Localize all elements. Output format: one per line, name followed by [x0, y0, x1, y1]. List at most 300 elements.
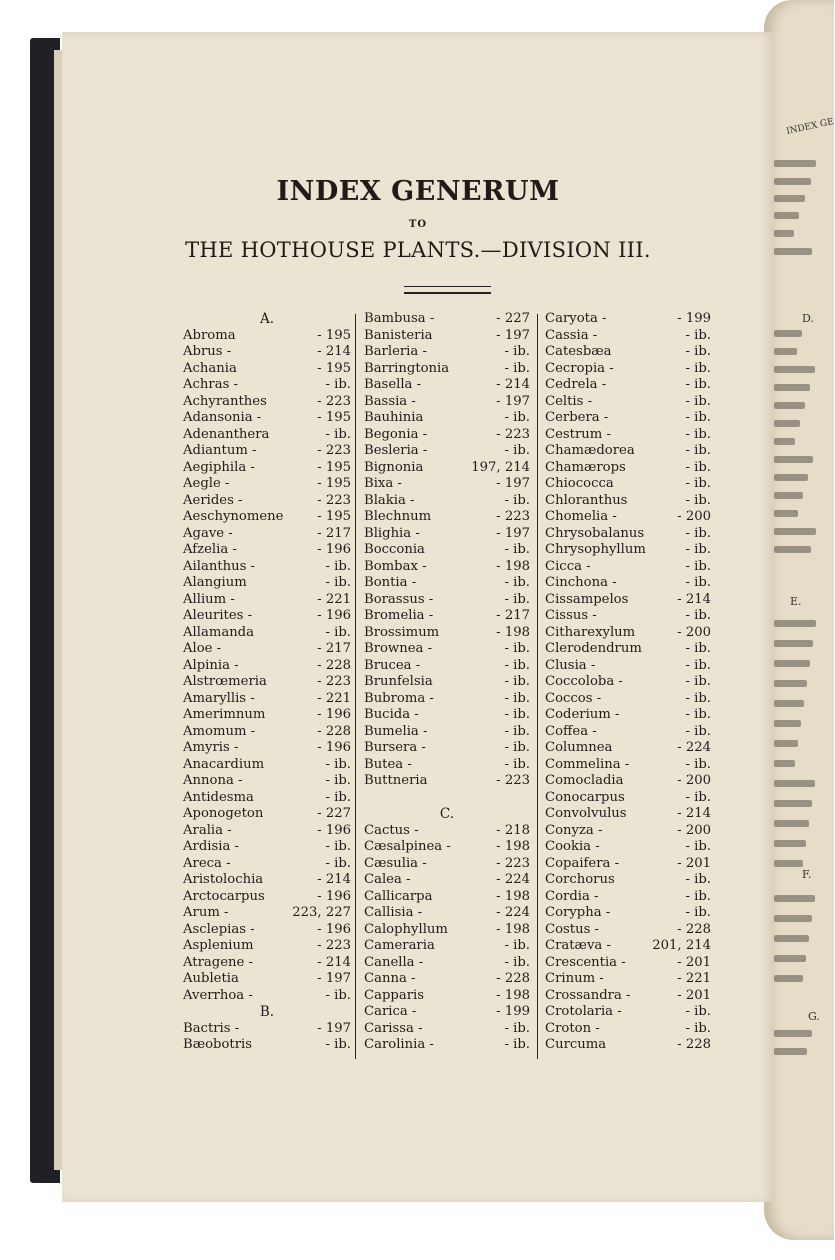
genus-name: Cæsulia - [364, 855, 427, 871]
genus-name: Bæobotris [183, 1037, 252, 1052]
genus-name: Borassus - [364, 591, 434, 607]
index-entry [183, 608, 351, 625]
index-entry [183, 757, 351, 774]
index-entry [183, 443, 351, 460]
page-reference: - ib. [325, 426, 351, 442]
genus-name: Curcuma [545, 1037, 607, 1052]
index-entry [545, 460, 711, 477]
index-entry [364, 674, 530, 691]
genus-name: Achania [183, 360, 237, 376]
genus-name: Convolvulus [545, 806, 627, 821]
page-reference: - ib. [685, 641, 711, 656]
index-entry [545, 823, 711, 840]
page-reference: - 196 [317, 740, 351, 755]
facing-page-text-fragment [774, 680, 807, 687]
page-reference: - ib. [685, 1004, 711, 1019]
index-entry [183, 394, 351, 411]
page-reference: - ib. [504, 740, 530, 755]
genus-name: Bactris - [183, 1020, 240, 1036]
page-reference: - 195 [317, 360, 351, 376]
genus-name: Commelina - [545, 756, 630, 772]
index-entry [545, 592, 711, 609]
facing-page-text-fragment [774, 178, 811, 185]
page-reference: - ib. [504, 410, 530, 425]
page-reference: - 201 [677, 987, 711, 1003]
page-reference: - ib. [504, 492, 530, 508]
genus-name: Cissampelos [545, 591, 629, 607]
index-entry [364, 344, 530, 361]
page-reference: - 197 [496, 327, 530, 343]
index-entry [545, 757, 711, 774]
page-reference: - 228 [677, 921, 711, 937]
index-entry [183, 658, 351, 675]
genus-name: Bambusa - [364, 311, 435, 326]
genus-name: Asclepias - [183, 921, 255, 937]
genus-name: Citharexylum [545, 624, 636, 640]
page-reference: - ib. [504, 723, 530, 739]
index-entry [545, 740, 711, 757]
genus-name: Chiococca [545, 476, 614, 491]
facing-page-text-fragment [774, 620, 816, 627]
page-reference: - 214 [317, 344, 351, 359]
facing-page-text-fragment [774, 438, 795, 445]
index-entry [364, 757, 530, 774]
facing-page-text-fragment [774, 456, 813, 463]
index-entry [183, 641, 351, 658]
page-reference: - 224 [677, 740, 711, 755]
page-reference: - 197 [496, 393, 530, 409]
facing-page-text-fragment [774, 384, 810, 391]
facing-page-text-fragment [774, 528, 816, 535]
page-reference: - 214 [317, 954, 351, 970]
page-reference: - ib. [685, 542, 711, 557]
page-reference: - 218 [496, 822, 530, 838]
page-reference: - ib. [685, 905, 711, 920]
genus-name: Atragene - [183, 954, 253, 970]
index-entry [545, 1004, 711, 1021]
index-entry [183, 427, 351, 444]
page-reference: - ib. [504, 1037, 530, 1052]
index-entry [545, 1037, 711, 1054]
genus-name: Chrysobalanus [545, 525, 645, 541]
page-reference: - ib. [325, 855, 351, 871]
genus-name: Crinum - [545, 971, 604, 986]
page-reference: - 223 [317, 674, 351, 689]
page-reference: 201, 214 [652, 938, 711, 953]
page-reference: - 200 [677, 822, 711, 838]
index-entry [364, 592, 530, 609]
genus-name: Brucea - [364, 657, 421, 673]
genus-name: Amomum - [183, 723, 256, 739]
genus-name: Cactus - [364, 822, 419, 838]
index-entry [183, 559, 351, 576]
genus-name: Capparis [364, 987, 424, 1003]
genus-name: Bassia - [364, 393, 416, 409]
genus-name: Buttneria [364, 773, 428, 788]
page-reference: - ib. [685, 888, 711, 904]
index-entry [183, 839, 351, 856]
genus-name: Alangium [183, 575, 247, 590]
genus-name: Columnea [545, 740, 613, 755]
index-entry [545, 542, 711, 559]
page-reference: - 196 [317, 921, 351, 937]
genus-name: Crossandra - [545, 987, 631, 1003]
index-entry [545, 427, 711, 444]
page-reference: - 200 [677, 624, 711, 640]
page-reference: - 198 [496, 888, 530, 904]
page-reference: - ib. [685, 327, 711, 343]
genus-name: Bumelia - [364, 723, 428, 739]
index-entry [545, 608, 711, 625]
genus-name: Besleria - [364, 443, 428, 458]
genus-name: Clerodendrum [545, 641, 642, 656]
facing-page-text-fragment [774, 492, 803, 499]
page-reference: - ib. [325, 624, 351, 640]
genus-name: Barringtonia [364, 360, 450, 376]
index-entry [545, 410, 711, 427]
index-entry [545, 509, 711, 526]
index-entry [183, 724, 351, 741]
facing-page-fragment [764, 0, 834, 1240]
index-entry [545, 856, 711, 873]
genus-name: Chrysophyllum [545, 542, 646, 557]
facing-page-letter-f: F. [802, 868, 812, 881]
facing-page-text-fragment [774, 248, 812, 255]
index-entry [364, 971, 530, 988]
genus-name: Canna - [364, 971, 416, 986]
genus-name: Begonia - [364, 426, 428, 442]
page-reference: - 214 [317, 872, 351, 887]
facing-page-text-fragment [774, 955, 806, 962]
facing-page-text-fragment [774, 330, 802, 337]
genus-name: Bombax - [364, 558, 427, 574]
genus-name: Cratæva - [545, 938, 611, 953]
index-entry [545, 674, 711, 691]
genus-name: Croton - [545, 1020, 600, 1036]
index-entry [183, 773, 351, 790]
page-reference: - 196 [317, 608, 351, 623]
page-reference: - 200 [677, 773, 711, 788]
index-entry [545, 344, 711, 361]
index-entry [545, 361, 711, 378]
facing-page-text-fragment [774, 420, 800, 427]
genus-name: Aeschynomene [183, 509, 284, 524]
genus-name: Achras - [183, 377, 238, 392]
page-reference: - ib. [685, 377, 711, 392]
page-reference: - 228 [317, 657, 351, 673]
facing-page-text-fragment [774, 195, 805, 202]
index-entry [183, 526, 351, 543]
page-reference: - ib. [685, 756, 711, 772]
genus-name: Cameraria [364, 938, 435, 953]
page-reference: - 217 [317, 641, 351, 656]
index-entry [364, 988, 530, 1005]
title-double-rule [404, 286, 491, 294]
page-reference: - ib. [504, 657, 530, 673]
genus-name: Catesbæa [545, 344, 612, 359]
page-title: INDEX GENERUM [276, 176, 560, 207]
index-entry [364, 575, 530, 592]
section-letter: B. [259, 1004, 275, 1020]
genus-name: Aponogeton [183, 806, 264, 821]
page-reference: - ib. [325, 789, 351, 805]
facing-page-letter-e: E. [790, 595, 802, 608]
facing-page-text-fragment [774, 760, 795, 767]
index-entry [545, 955, 711, 972]
index-entry [364, 476, 530, 493]
genus-name: Areca - [183, 855, 231, 871]
page-reference: - 217 [496, 608, 530, 623]
genus-name: Costus - [545, 921, 600, 937]
index-entry [364, 625, 530, 642]
facing-page-text-fragment [774, 780, 815, 787]
genus-name: Cerbera - [545, 410, 609, 425]
genus-name: Bubroma - [364, 690, 434, 706]
page-reference: - 196 [317, 707, 351, 722]
index-entry [183, 740, 351, 757]
index-entry [364, 526, 530, 543]
page-reference: 197, 214 [471, 459, 530, 475]
page-reference: - ib. [685, 1020, 711, 1036]
page-reference: - ib. [685, 492, 711, 508]
genus-name: Alstrœmeria [183, 674, 267, 689]
page-reference: - 199 [496, 1004, 530, 1019]
facing-page-text-fragment [774, 230, 794, 237]
page-reference: - ib. [685, 723, 711, 739]
page-reference: - 221 [317, 591, 351, 607]
page-reference: - 197 [496, 525, 530, 541]
genus-name: Blechnum [364, 509, 432, 524]
page-reference: - 228 [317, 723, 351, 739]
genus-name: Crescentia - [545, 954, 626, 970]
index-entry [545, 641, 711, 658]
index-entry [183, 542, 351, 559]
page-reference: - 227 [317, 806, 351, 821]
index-entry [183, 509, 351, 526]
genus-name: Agave - [183, 525, 233, 541]
genus-name: Crotolaria - [545, 1004, 622, 1019]
page-reference: - 214 [677, 591, 711, 607]
index-entry [183, 691, 351, 708]
genus-name: Abrus - [183, 344, 232, 359]
facing-page-letter-d: D. [802, 312, 814, 325]
index-entry [183, 823, 351, 840]
index-entry [545, 493, 711, 510]
index-entry [364, 823, 530, 840]
genus-name: Aerides - [183, 492, 243, 508]
index-entry [364, 740, 530, 757]
page-reference: - 196 [317, 542, 351, 557]
genus-name: Bauhinia [364, 410, 424, 425]
index-entry [364, 839, 530, 856]
index-entry [364, 938, 530, 955]
page-reference: - ib. [325, 1037, 351, 1052]
index-entry [183, 476, 351, 493]
index-entry [183, 856, 351, 873]
page-reference: - ib. [504, 443, 530, 458]
genus-name: Basella - [364, 377, 422, 392]
index-entry [183, 410, 351, 427]
page-reference: - ib. [504, 360, 530, 376]
genus-name: Blakia - [364, 492, 415, 508]
index-entry [183, 575, 351, 592]
page-reference: - ib. [685, 690, 711, 706]
page-reference: - 223 [317, 393, 351, 409]
genus-name: Cicca - [545, 558, 591, 574]
index-entry [183, 625, 351, 642]
page-reference: - 201 [677, 855, 711, 871]
genus-name: Calophyllum [364, 921, 448, 937]
genus-name: Antidesma [183, 789, 254, 805]
column-divider [537, 314, 538, 1059]
index-entry [364, 955, 530, 972]
index-entry [364, 394, 530, 411]
page-reference: - ib. [685, 657, 711, 673]
page-reference: - ib. [325, 377, 351, 392]
genus-name: Cissus - [545, 608, 597, 623]
page-reference: - 195 [317, 509, 351, 524]
facing-page-text-fragment [774, 1048, 807, 1055]
genus-name: Banisteria [364, 327, 433, 343]
genus-name: Coccos - [545, 690, 602, 706]
page-reference: - 200 [677, 509, 711, 524]
index-entry [545, 905, 711, 922]
genus-name: Carissa - [364, 1020, 423, 1036]
index-entry [545, 476, 711, 493]
page-reference: - ib. [685, 789, 711, 805]
page-reference: - ib. [325, 839, 351, 854]
page-reference: - 223 [496, 509, 530, 524]
genus-name: Asplenium [183, 938, 254, 953]
index-entry [183, 328, 351, 345]
facing-page-text-fragment [774, 1030, 812, 1037]
index-entry [364, 460, 530, 477]
page-reference: - ib. [685, 443, 711, 458]
index-entry [364, 559, 530, 576]
index-entry [183, 889, 351, 906]
genus-name: Ailanthus - [183, 558, 256, 574]
page-reference: - ib. [325, 558, 351, 574]
index-entry [364, 427, 530, 444]
page-reference: - 198 [496, 987, 530, 1003]
index-entry [364, 410, 530, 427]
genus-name: Chomelia - [545, 509, 617, 524]
facing-page-text-fragment [774, 640, 813, 647]
index-entry [183, 377, 351, 394]
genus-name: Celtis - [545, 393, 593, 409]
index-entry [183, 806, 351, 823]
page-reference: - 223 [317, 938, 351, 953]
page-reference: - 227 [496, 311, 530, 326]
page-reference: - 223 [317, 492, 351, 508]
page-reference: - 221 [317, 690, 351, 706]
index-entry [364, 542, 530, 559]
genus-name: Aleurites - [183, 608, 253, 623]
genus-name: Amerimnum [183, 707, 266, 722]
genus-name: Coccoloba - [545, 674, 623, 689]
page-block-edge [54, 50, 62, 1170]
page-reference: - ib. [325, 756, 351, 772]
index-entry [183, 955, 351, 972]
genus-name: Butea - [364, 756, 412, 772]
genus-name: Chloranthus [545, 492, 628, 508]
index-entry [545, 526, 711, 543]
index-entry [545, 443, 711, 460]
genus-name: Canella - [364, 954, 424, 970]
index-entry [545, 1021, 711, 1038]
genus-name: Callicarpa [364, 888, 433, 904]
genus-name: Cordia - [545, 888, 599, 904]
facing-page-text-fragment [774, 800, 812, 807]
page-reference: - ib. [504, 542, 530, 557]
page-reference: - ib. [685, 558, 711, 574]
genus-name: Alpinia - [183, 657, 239, 673]
genus-name: Adiantum - [183, 443, 257, 458]
page-reference: - 223 [317, 443, 351, 458]
index-entry [545, 889, 711, 906]
page-reference: - 198 [496, 921, 530, 937]
index-entry [545, 872, 711, 889]
page-reference: - ib. [685, 839, 711, 854]
facing-page-text-fragment [774, 366, 815, 373]
facing-page-text-fragment [774, 700, 804, 707]
index-entry [364, 889, 530, 906]
index-entry [364, 1021, 530, 1038]
genus-name: Bontia - [364, 575, 417, 590]
index-entry [183, 938, 351, 955]
genus-name: Adansonia - [183, 410, 262, 425]
index-entry [183, 905, 351, 922]
page-reference: - ib. [504, 938, 530, 953]
index-entry [364, 724, 530, 741]
column-divider [355, 314, 356, 1059]
genus-name: Aralia - [183, 822, 232, 838]
index-entry [364, 641, 530, 658]
index-entry [364, 691, 530, 708]
page-reference: - 197 [496, 476, 530, 491]
genus-name: Brownea - [364, 641, 433, 656]
index-entry [545, 707, 711, 724]
index-entry [183, 1021, 351, 1038]
page-reference: - 197 [317, 1020, 351, 1036]
index-entry [545, 839, 711, 856]
page-reference: - 217 [317, 525, 351, 541]
page-reference: - 224 [496, 872, 530, 887]
genus-name: Calea - [364, 872, 411, 887]
index-entry [364, 1037, 530, 1054]
genus-name: Cestrum - [545, 426, 611, 442]
index-entry [545, 328, 711, 345]
page-reference: - ib. [325, 987, 351, 1003]
page-reference: - 223 [496, 426, 530, 442]
genus-name: Annona - [183, 773, 243, 788]
genus-name: Callisia - [364, 905, 423, 920]
page-reference: - ib. [504, 756, 530, 772]
spacer [364, 790, 530, 807]
facing-page-running-head: INDEX GE [785, 117, 835, 137]
facing-page-text-fragment [774, 510, 798, 517]
page-reference: - 198 [496, 624, 530, 640]
index-entry [183, 674, 351, 691]
index-entry [545, 790, 711, 807]
page-reference: - 224 [496, 905, 530, 920]
facing-page-text-fragment [774, 935, 809, 942]
index-entry [364, 872, 530, 889]
index-entry [545, 806, 711, 823]
index-entry [364, 377, 530, 394]
index-entry [364, 608, 530, 625]
page-reference: - ib. [685, 476, 711, 491]
